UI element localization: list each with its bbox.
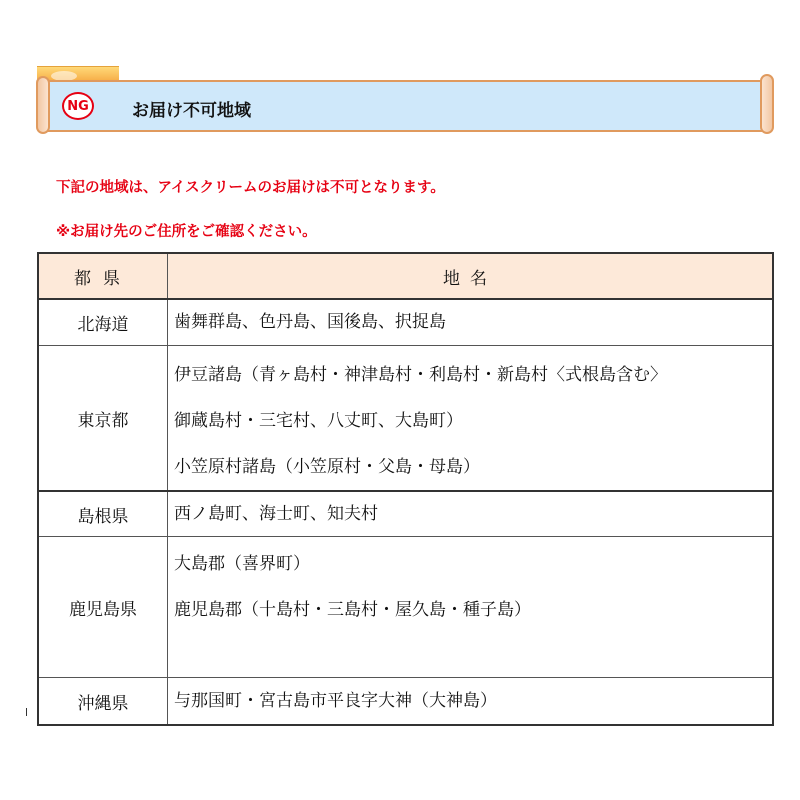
places-cell: [168, 537, 774, 678]
header-prefecture: 都県: [38, 253, 168, 299]
table-row: [38, 537, 773, 678]
places-cell: [168, 346, 774, 492]
table-row: [38, 299, 773, 346]
place-line: 鹿児島郡（十島村・三島村・屋久島・種子島）: [174, 600, 531, 620]
table-row: [38, 491, 773, 537]
undeliverable-areas-table: [37, 252, 774, 726]
prefecture-cell: 島根県: [38, 491, 168, 537]
place-line: 大島郡（喜界町）: [174, 554, 310, 574]
place-line: 西ノ島町、海士町、知夫村: [174, 504, 378, 524]
place-line: 伊豆諸島（青ヶ島村・神津島村・利島村・新島村〈式根島含む〉: [174, 365, 667, 385]
banner-title: お届け不可地域: [132, 101, 251, 121]
place-line: 歯舞群島、色丹島、国後島、択捉島: [174, 312, 446, 332]
table-row: [38, 346, 773, 492]
places-cell: [168, 678, 774, 726]
place-line: 御蔵島村・三宅村、八丈町、大島町）: [174, 411, 463, 431]
place-line: 小笠原村諸島（小笠原村・父島・母島）: [174, 457, 480, 477]
header-place-name: 地名: [168, 253, 774, 299]
margin-tick-mark: [26, 708, 27, 716]
prefecture-cell: 東京都: [38, 346, 168, 492]
notice-check-address: ※お届け先のご住所をご確認ください。: [56, 224, 317, 240]
table-header-row: [38, 253, 773, 299]
prefecture-cell: 北海道: [38, 299, 168, 346]
place-line: 与那国町・宮古島市平良字大神（大神島）: [174, 691, 497, 711]
notice-ice-cream: 下記の地域は、アイスクリームのお届けは不可となります。: [56, 180, 445, 196]
prefecture-cell: 鹿児島県: [38, 537, 168, 678]
scroll-curl-right: [760, 74, 774, 134]
places-cell: [168, 299, 774, 346]
prefecture-cell: 沖縄県: [38, 678, 168, 726]
scroll-curl-left: [36, 76, 50, 134]
places-cell: [168, 491, 774, 537]
table-row: [38, 678, 773, 726]
ng-badge-icon: NG: [62, 92, 94, 120]
